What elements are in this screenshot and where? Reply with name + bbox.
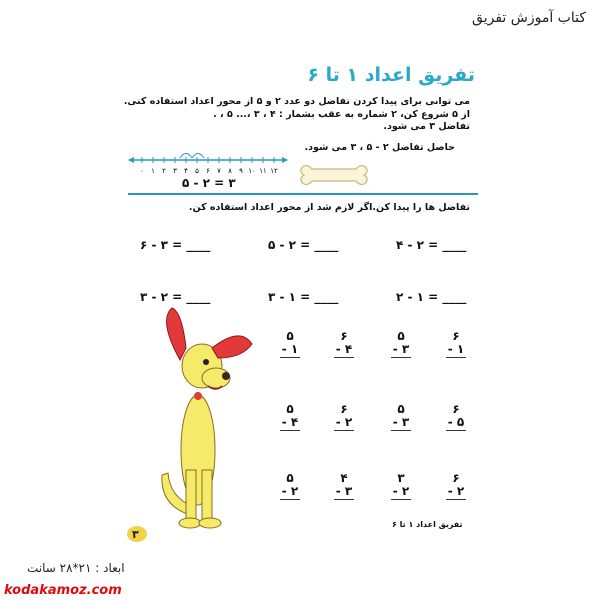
problem-r1c3: ۴ - ۲ = ____ <box>396 238 467 252</box>
divider-line <box>128 193 478 195</box>
footer-label: تفریق اعداد ۱ تا ۶ <box>392 520 463 529</box>
number-line-label: ۲ <box>162 167 166 175</box>
number-line-label: ۵ <box>195 167 199 175</box>
vertical-problem: ۳ - ۲ <box>392 471 410 498</box>
instruction-line-1: می توانی برای پیدا کردن تفاضل دو عدد ۲ و ۵ از محور اعداد استفاده کنی. <box>123 96 470 107</box>
page-number: ۳ <box>132 528 139 541</box>
number-line-label: ۸ <box>228 167 232 175</box>
number-line-label: ۷ <box>217 167 221 175</box>
vertical-problem: ۶ - ۱ <box>447 329 465 356</box>
dimensions-note: ابعاد : ۲۱*۲۸ سانت <box>27 561 125 575</box>
number-line-label: ۱ <box>151 167 155 175</box>
vertical-problem: ۵ - ۴ <box>281 402 299 429</box>
site-watermark: kodakamoz.com <box>4 583 122 598</box>
number-line-label: ۳ <box>173 167 177 175</box>
vertical-problem: ۶ - ۴ <box>335 329 353 356</box>
bone-image <box>300 160 370 188</box>
problem-r2c3: ۲ - ۱ = ____ <box>396 290 467 304</box>
vertical-problem: ۵ - ۳ <box>392 329 410 356</box>
vertical-problem: ۵ - ۱ <box>281 329 299 356</box>
task-instruction: تفاضل ها را پیدا کن.اگر لازم شد از محور اعداد استفاده کن. <box>188 202 470 213</box>
number-line-label: ۶ <box>206 167 210 175</box>
lesson-title: تفریق اعداد ۱ تا ۶ <box>307 64 475 86</box>
vertical-problem: ۵ - ۲ <box>281 471 299 498</box>
number-line-label: ۱۲ <box>270 167 278 175</box>
instruction-line-2: از ۵ شروع کن، ۲ شماره به عقب بشمار : ۴ ، ۳ ،... ۵ ، . <box>213 109 470 120</box>
instruction-line-3: تفاضل ۳ می شود. <box>383 121 470 132</box>
problem-r2c1: ۳ - ۲ = ____ <box>140 290 211 304</box>
example-label: حاصل تفاضل ۲ - ۵ ، ۳ می شود. <box>304 142 455 153</box>
dog-illustration <box>150 300 255 530</box>
example-equation: ۵ - ۲ = ۳ <box>182 176 236 190</box>
vertical-problem: ۶ - ۲ <box>335 402 353 429</box>
problem-r1c1: ۶ - ۳ = ____ <box>140 238 211 252</box>
vertical-problem: ۵ - ۳ <box>392 402 410 429</box>
number-line-label: ۱۱ <box>259 167 267 175</box>
problem-r1c2: ۵ - ۲ = ____ <box>268 238 339 252</box>
vertical-problem: ۴ - ۳ <box>335 471 353 498</box>
number-line-label: ۰ <box>140 167 144 175</box>
number-line <box>128 146 288 176</box>
book-title: کتاب آموزش تفریق <box>472 10 586 26</box>
vertical-problem: ۶ - ۵ <box>447 402 465 429</box>
number-line-label: ۴ <box>184 167 188 175</box>
number-line-label: ۹ <box>239 167 243 175</box>
problem-r2c2: ۳ - ۱ = ____ <box>268 290 339 304</box>
number-line-label: ۱۰ <box>248 167 256 175</box>
vertical-problem: ۶ - ۲ <box>447 471 465 498</box>
